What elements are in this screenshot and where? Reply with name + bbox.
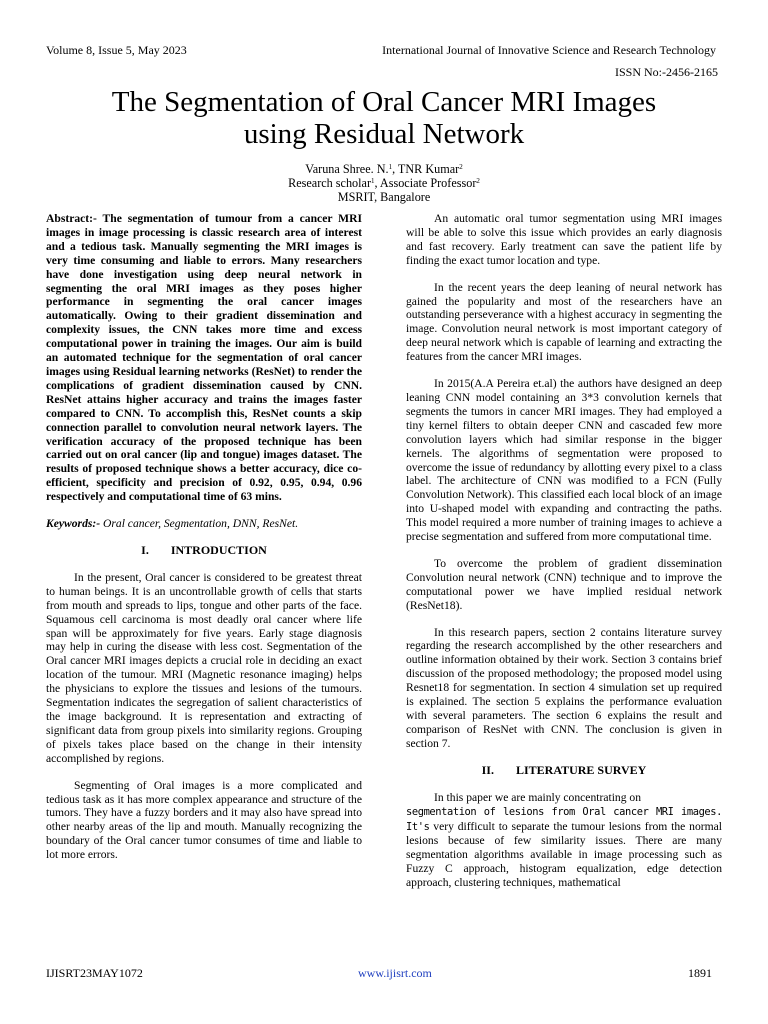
paragraph-organization: In this research papers, section 2 contains literature survey regarding the research accomplished by the other researchers and outline information obtained by their work. Section 3 contains brief discussion of the proposed methodology; the proposed model using Resnet18 for segmentation. In section 4 simulation set up required is explained. The section 5 explains the performance evaluation with several parameters. The section 6 explains the result and comparison of ResNet with CNN. The conclusion is given in section 7. bbox=[406, 625, 722, 750]
author-2: , TNR Kumar bbox=[392, 162, 460, 176]
right-column bbox=[406, 212, 722, 890]
author-block bbox=[40, 162, 728, 204]
role-2: , Associate Professor bbox=[374, 176, 477, 190]
header-volume: Volume 8, Issue 5, May 2023 bbox=[46, 43, 187, 57]
intro-paragraph-1: In the present, Oral cancer is considered to be greatest threat to human beings. It is an uncontrollable growth of cells that starts from mouth and spreads to lips, tongue and other parts of the face. Squamous cell carcinoma is most deadly oral cancer where life span will be approximately for five years. Early stage diagnosis may help in curing the disease with less cost. Segmentation of the Oral cancer MRI images depicts a crucial role in deciding an exact location of the tumour. MRI (Magnetic resonance imaging) helps the physicians to explore the tissues and lesions of the tumours. Segmentation indicates the segregation of salient characteristics of the image background. It is representation and extracting of significant data from group pixels into similarity regions. Grouping of pixels takes place based on the change in their intensity accomplished by regions. bbox=[46, 570, 362, 765]
section-title: INTRODUCTION bbox=[170, 542, 267, 557]
footer-url-link[interactable]: www.ijisrt.com bbox=[358, 966, 432, 980]
author-1: Varuna Shree. N. bbox=[305, 162, 389, 176]
author-names bbox=[40, 162, 728, 176]
literature-rest: very difficult to separate the tumour lesions from the normal lesions because of few similarity issues. There are many segmentation algorithms available in image processing such as Fuzzy C approach, histogram equalization, edge detection approach, clustering techniques, mathematical bbox=[406, 819, 722, 890]
role-1-sup: 1 bbox=[371, 177, 375, 185]
paragraph-resnet: To overcome the problem of gradient dissemination Convolution neural network (CNN) technique and to improve the computational power we have implied residual network (ResNet18). bbox=[406, 556, 722, 612]
author-affiliation: MSRIT, Bangalore bbox=[337, 190, 431, 204]
header-journal: International Journal of Innovative Science and Research Technology bbox=[382, 43, 716, 57]
section-heading-introduction bbox=[46, 544, 362, 558]
keywords-label: Keywords:- bbox=[46, 517, 101, 531]
role-2-sup: 2 bbox=[476, 177, 480, 185]
author-2-sup: 2 bbox=[459, 163, 463, 171]
author-roles bbox=[40, 176, 728, 190]
keywords bbox=[46, 517, 362, 531]
header-issn: ISSN No:-2456-2165 bbox=[614, 65, 718, 79]
author-1-sup: 1 bbox=[388, 163, 393, 171]
role-1: Research scholar bbox=[288, 176, 371, 190]
paper-title bbox=[40, 86, 728, 150]
title-line-2: using Residual Network bbox=[243, 118, 525, 150]
literature-mono: segmentation of lesions from Oral cancer MRI images. It's bbox=[406, 805, 722, 833]
section-number: II. bbox=[481, 762, 494, 777]
keywords-text: Oral cancer, Segmentation, DNN, ResNet. bbox=[100, 517, 299, 531]
paragraph-pereira: In 2015(A.A Pereira et.al) the authors have designed an deep leaning CNN model containing an 3*3 convolution kernels that segments the tumors in cancer MRI images. They had employed a tiny kernel filters to obtain deeper CNN and cascaded few more convolution layers which had similar response in the bigger kernels. The algorithms of segmentation were proposed to overcome the issue of redundancy by allotting every pixel to a class label. The architecture of CNN was modified to a FCN (Fully Convolution Network). This classified each local block of an image into U-shaped model with expanding and contracting the paths. This model required a more number of training images to achieve a precise segmentation and suffered from more computational time. bbox=[406, 377, 722, 544]
title-line-1: The Segmentation of Oral Cancer MRI Images bbox=[111, 86, 657, 118]
literature-paragraph-1 bbox=[406, 791, 722, 890]
footer-page-number: 1891 bbox=[688, 966, 712, 980]
left-column bbox=[46, 212, 362, 862]
abstract: Abstract:- The segmentation of tumour from a cancer MRI images in image processing is classic research area of interest and a tedious task. Manually segmenting the MRI images is very time consuming and liable to errors. Many researchers have done investigation using deep neural network in segmenting the oral MRI images as they poses higher performance in segmenting the oral cancer images automatically. Owing to their gradient dissemination and complexity issues, the CNN takes more time and excess computational power in training the images. Our aim is build an automated technique for the segmentation of oral cancer images using Residual learning networks (ResNet) to render the complications of gradient dissemination caused by CNN. ResNet attains higher accuracy and trains the images faster compared to CNN. To accomplish this, ResNet counts a skip connection parallel to convolution neural network layers. The verification accuracy of the proposed technique has been carried out on oral cancer (lip and tongue) images dataset. The results of proposed technique shows a better accuracy, dice co-efficient, specificity and precision of 0.92, 0.95, 0.94, 0.96 respectively and computational time of 63 mins. bbox=[46, 212, 362, 504]
intro-paragraph-2: Segmenting of Oral images is a more complicated and tedious task as it has more complex appearance and structure of the tumors. They have a fuzzy borders and it may also have spread into other nearby areas of the lip and mouth. Manually recognizing the boundary of the Oral cancer tumor consumes of time and liable to lot more errors. bbox=[46, 778, 362, 862]
footer-paper-id: IJISRT23MAY1072 bbox=[46, 966, 143, 980]
section-title: LITERATURE SURVEY bbox=[515, 762, 647, 777]
literature-start: In this paper we are mainly concentrating on bbox=[434, 790, 642, 804]
paragraph-automatic-segmentation: An automatic oral tumor segmentation using MRI images will be able to solve this issue which provides an early diagnosis and fast recovery. Early treatment can save the patient life by finding the exact tumor location and type. bbox=[406, 212, 722, 267]
section-number: I. bbox=[141, 542, 149, 557]
section-heading-literature-survey bbox=[406, 764, 722, 778]
paragraph-deep-learning: In the recent years the deep leaning of neural network has gained the popularity and most of the researchers have an outstanding perseverance with a highest accuracy in segmenting the image. Convolution neural network is most important category of deep neural network which is capable of learning and extracting the features from the cancer MRI images. bbox=[406, 280, 722, 364]
